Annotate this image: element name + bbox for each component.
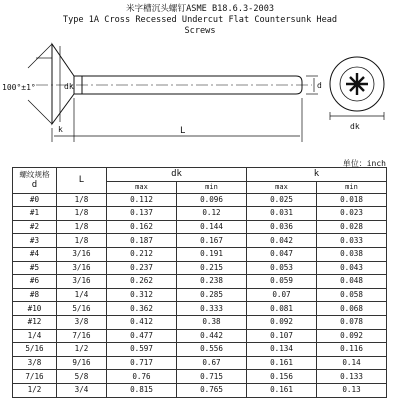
- table-row: #2 1/8 0.162 0.144 0.036 0.028: [13, 220, 387, 234]
- angle-dimension-label: 100°±1°: [2, 83, 36, 92]
- header-k: k: [247, 168, 387, 182]
- title-chinese: 米字槽沉头螺钉ASME B18.6.3-2003: [125, 4, 275, 14]
- header-length: L: [57, 168, 107, 194]
- screw-side-view: [36, 44, 312, 124]
- screw-head-top-view: [330, 57, 384, 120]
- header-thread-size: 螺纹规格 d: [13, 168, 57, 194]
- table-row: 7/16 5/8 0.76 0.715 0.156 0.133: [13, 370, 387, 384]
- header-dk-min: min: [177, 181, 247, 193]
- table-row: #1 1/8 0.137 0.12 0.031 0.023: [13, 207, 387, 221]
- table-row: #10 5/16 0.362 0.333 0.081 0.068: [13, 302, 387, 316]
- screw-dimension-table: [12, 167, 387, 398]
- table-row: 3/8 9/16 0.717 0.67 0.161 0.14: [13, 356, 387, 370]
- header-dk-max: max: [107, 181, 177, 193]
- screw-dimensions: [28, 44, 318, 142]
- title-english-line2: Screws: [184, 26, 216, 36]
- table-row: #3 1/8 0.187 0.167 0.042 0.033: [13, 234, 387, 248]
- table-row: #8 1/4 0.312 0.285 0.07 0.058: [13, 288, 387, 302]
- cross-recess-icon: [346, 73, 368, 95]
- table-row: #5 3/16 0.237 0.215 0.053 0.043: [13, 261, 387, 275]
- table-header-row: [13, 168, 387, 182]
- length-dimension-label: L: [180, 126, 186, 136]
- table-row: 1/2 3/4 0.815 0.765 0.161 0.13: [13, 383, 387, 397]
- header-k-max: max: [247, 181, 317, 193]
- k-dimension-label: k: [58, 125, 63, 134]
- table-body: [13, 193, 387, 397]
- title-english-line1: Type 1A Cross Recessed Undercut Flat Countersunk Head: [62, 15, 338, 25]
- table-row: #4 3/16 0.212 0.191 0.047 0.038: [13, 247, 387, 261]
- screw-technical-drawing: [0, 38, 400, 142]
- table-row: #6 3/16 0.262 0.238 0.059 0.048: [13, 275, 387, 289]
- table-row: #12 3/8 0.412 0.38 0.092 0.078: [13, 315, 387, 329]
- table-row: 5/16 1/2 0.597 0.556 0.134 0.116: [13, 343, 387, 357]
- table-row: #0 1/8 0.112 0.096 0.025 0.018: [13, 193, 387, 207]
- head-dk-dimension-label: dk: [350, 122, 360, 131]
- dk-dimension-label: dk: [64, 82, 74, 91]
- table-row: 1/4 7/16 0.477 0.442 0.107 0.092: [13, 329, 387, 343]
- header-dk: dk: [107, 168, 247, 182]
- diameter-dimension-label: d: [317, 81, 322, 90]
- title-block: [0, 4, 400, 37]
- unit-label: 单位：inch: [342, 159, 386, 168]
- header-k-min: min: [317, 181, 387, 193]
